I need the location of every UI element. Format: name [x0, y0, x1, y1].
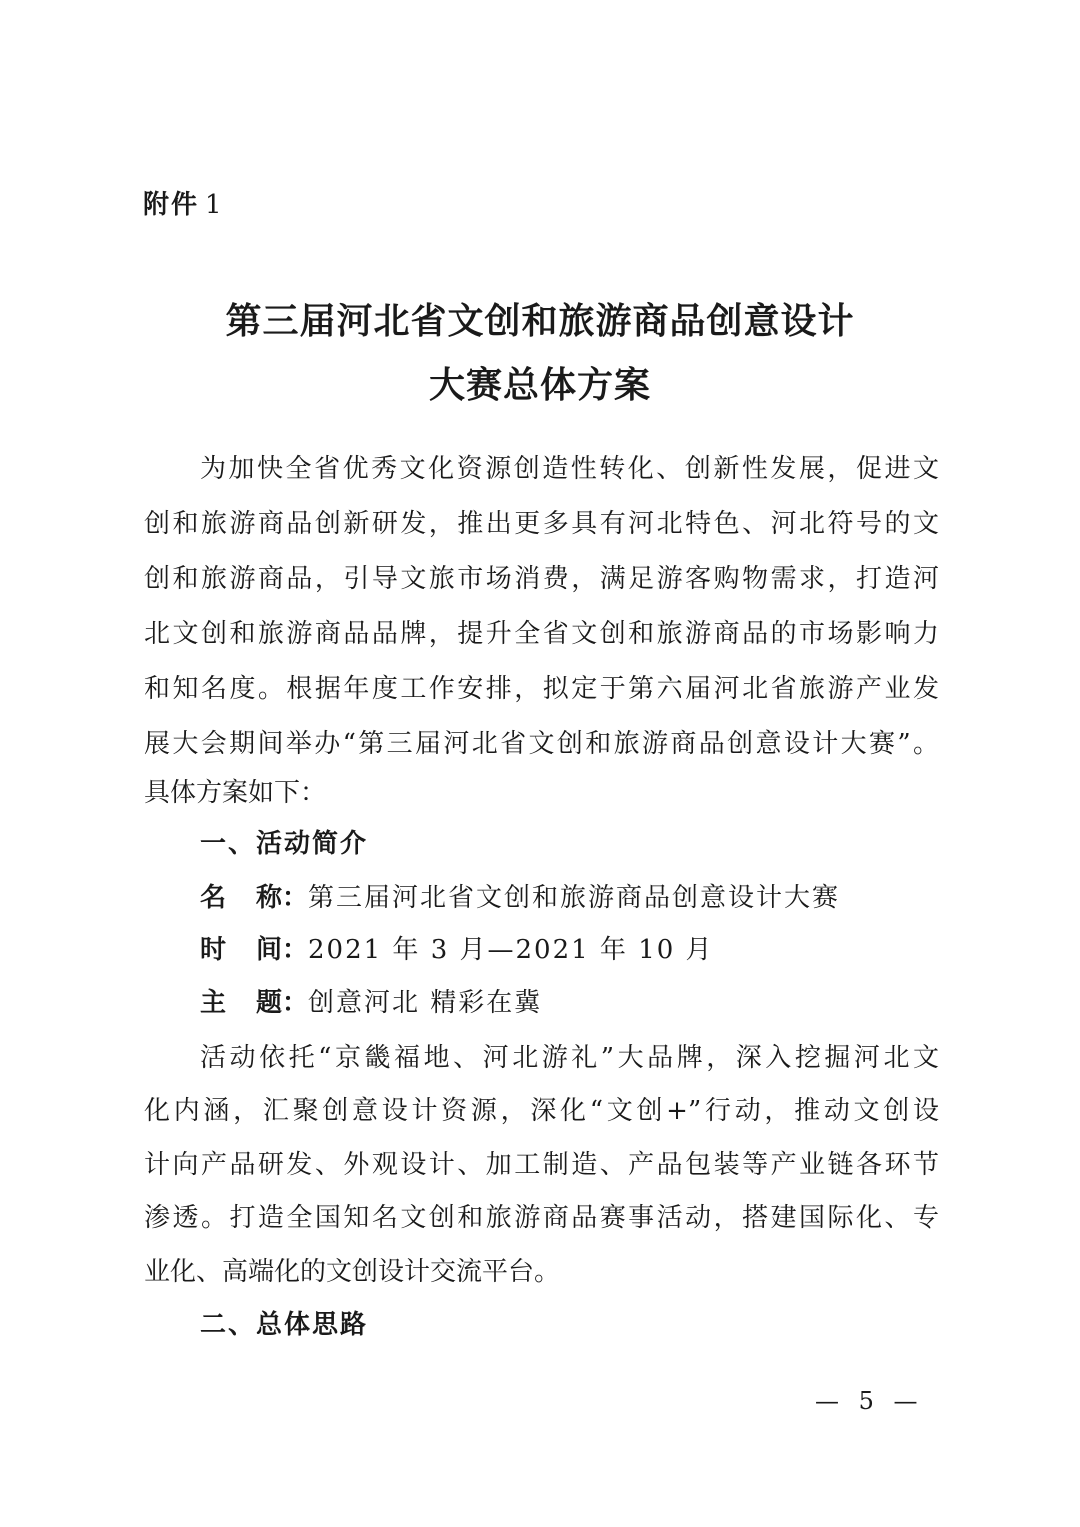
- intro-line-2: 创和旅游商品创新研发，推出更多具有河北特色、河北符号的文: [144, 509, 939, 539]
- field-theme-value: 创意河北 精彩在冀: [308, 988, 543, 1018]
- attachment-label: [143, 184, 224, 221]
- document-title-line-2: 大赛总体方案: [428, 365, 651, 406]
- intro-line-3: 创和旅游商品，引导文旅市场消费，满足游客购物需求，打造河: [144, 564, 939, 594]
- section-1-paragraph-line-1: 活动依托“京畿福地、河北游礼”大品牌，深入挖掘河北文: [200, 1043, 939, 1073]
- section-1-paragraph-line-3: 计向产品研发、外观设计、加工制造、产品包装等产业链各环节: [144, 1150, 939, 1180]
- section-1-paragraph-line-4: 渗透。打造全国知名文创和旅游商品赛事活动，搭建国际化、专: [144, 1203, 939, 1233]
- field-time: [200, 933, 714, 967]
- field-theme-label: 主 题：: [200, 988, 309, 1018]
- attachment-number: 1: [205, 190, 224, 220]
- section-2-heading: 二、总体思路: [200, 1310, 369, 1340]
- section-1-paragraph-line-5: 业化、高端化的文创设计交流平台。: [144, 1257, 561, 1287]
- section-1-heading: 一、活动简介: [200, 829, 369, 859]
- intro-line-1: 为加快全省优秀文化资源创造性转化、创新性发展，促进文: [200, 454, 939, 484]
- intro-line-4: 北文创和旅游商品品牌，提升全省文创和旅游商品的市场影响力: [144, 619, 939, 649]
- intro-line-5: 和知名度。根据年度工作安排，拟定于第六届河北省旅游产业发: [144, 674, 939, 704]
- field-name-value: 第三届河北省文创和旅游商品创意设计大赛: [308, 883, 841, 913]
- attachment-text: 附件: [143, 190, 200, 220]
- field-name: [200, 881, 840, 915]
- document-title-line-1: 第三届河北省文创和旅游商品创意设计: [225, 301, 855, 342]
- field-name-label: 名 称：: [200, 883, 309, 913]
- intro-line-6: 展大会期间举办“第三届河北省文创和旅游商品创意设计大赛”。: [144, 729, 939, 759]
- field-theme: [200, 986, 542, 1020]
- field-time-label: 时 间：: [200, 935, 309, 965]
- page-number: — 5 —: [815, 1387, 924, 1415]
- field-time-value: 2021 年 3 月—2021 年 10 月: [308, 935, 714, 965]
- intro-line-7: 具体方案如下：: [144, 778, 327, 808]
- section-1-paragraph-line-2: 化内涵，汇聚创意设计资源，深化“文创+”行动，推动文创设: [144, 1096, 939, 1126]
